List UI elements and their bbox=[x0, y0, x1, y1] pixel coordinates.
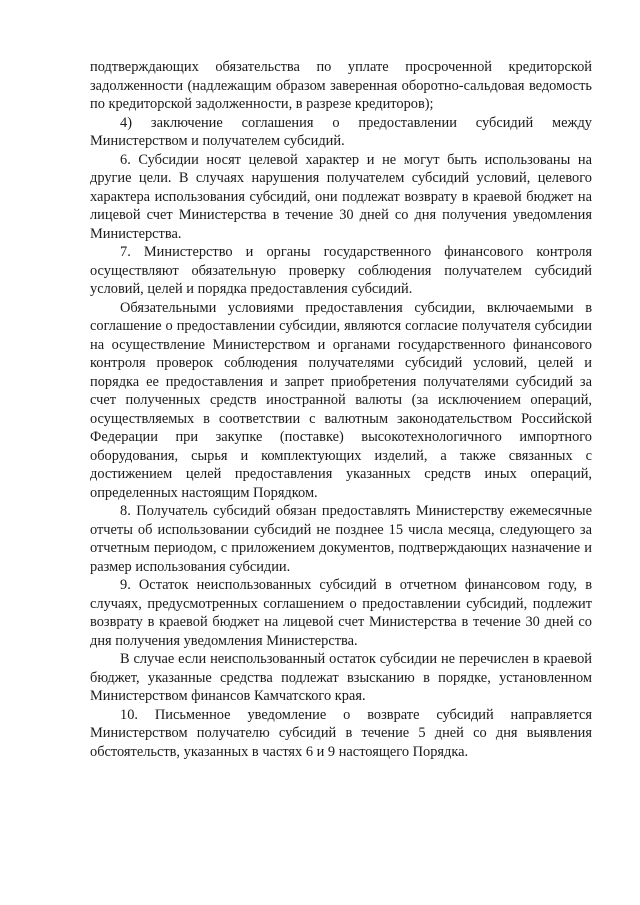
paragraph-continuation: подтверждающих обязательства по уплате просроченной кредиторской задолженности (надлежащим образом заверенная оборотно-сальдовая ведомость по кредиторской задолженности, в разрезе кредиторов); bbox=[90, 59, 592, 112]
paragraph-9-recovery: В случае если неиспользованный остаток субсидии не перечислен в краевой бюджет, указанные средства подлежат взысканию в порядке, установленном Министерством финансов Камчатского края. bbox=[90, 651, 592, 704]
paragraph-6: 6. Субсидии носят целевой характер и не могут быть использованы на другие цели. В случаях нарушения получателем субсидий условий, целевого характера использования субсидий, они подлежат возврату в краевой бюджет на лицевой счет Министерства в течение 30 дней со дня получения уведомления Министерства. bbox=[90, 151, 592, 242]
paragraph-7-conditions: Обязательными условиями предоставления субсидии, включаемыми в соглашение о предоставлении субсидии, являются согласие получателя субсидии на осуществление Министерством и органами государственного финансового контроля проверок соблюдения получателями субсидий условий, целей и порядка ее предоставления и запрет приобретения получателями субсидий за счет полученных средств иностранной валюты (за исключением операций, осуществляемых в соответствии с валютным законодательством Российской Федерации при закупке (поставке) высокотехнологичного импортного оборудования, сырья и комплектующих изделий, а также связанных с достижением целей предоставления указанных средств иных операций, определенных настоящим Порядком. bbox=[90, 299, 592, 501]
paragraph-9: 9. Остаток неиспользованных субсидий в отчетном финансовом году, в случаях, предусмотренных соглашением о предоставлении субсидий, подлежит возврату в краевой бюджет на лицевой счет Министерства в течение 30 дней со дня получения уведомления Министерства. bbox=[90, 577, 592, 649]
paragraph-7: 7. Министерство и органы государственного финансового контроля осуществляют обязательную проверку соблюдения получателем субсидий условий, целей и порядка предоставления субсидий. bbox=[90, 244, 592, 297]
paragraph-10: 10. Письменное уведомление о возврате субсидий направляется Министерством получателю субсидий в течение 5 дней со дня выявления обстоятельств, указанных в частях 6 и 9 настоящего Порядка. bbox=[90, 706, 592, 760]
paragraph-item-4: 4) заключение соглашения о предоставлении субсидий между Министерством и получателем субсидий. bbox=[90, 114, 592, 149]
document-page bbox=[90, 58, 592, 761]
paragraph-8: 8. Получатель субсидий обязан предоставлять Министерству ежемесячные отчеты об использовании субсидий не позднее 15 числа месяца, следующего за отчетным периодом, с приложением документов, подтверждающих назначение и размер использования субсидии. bbox=[90, 503, 592, 575]
